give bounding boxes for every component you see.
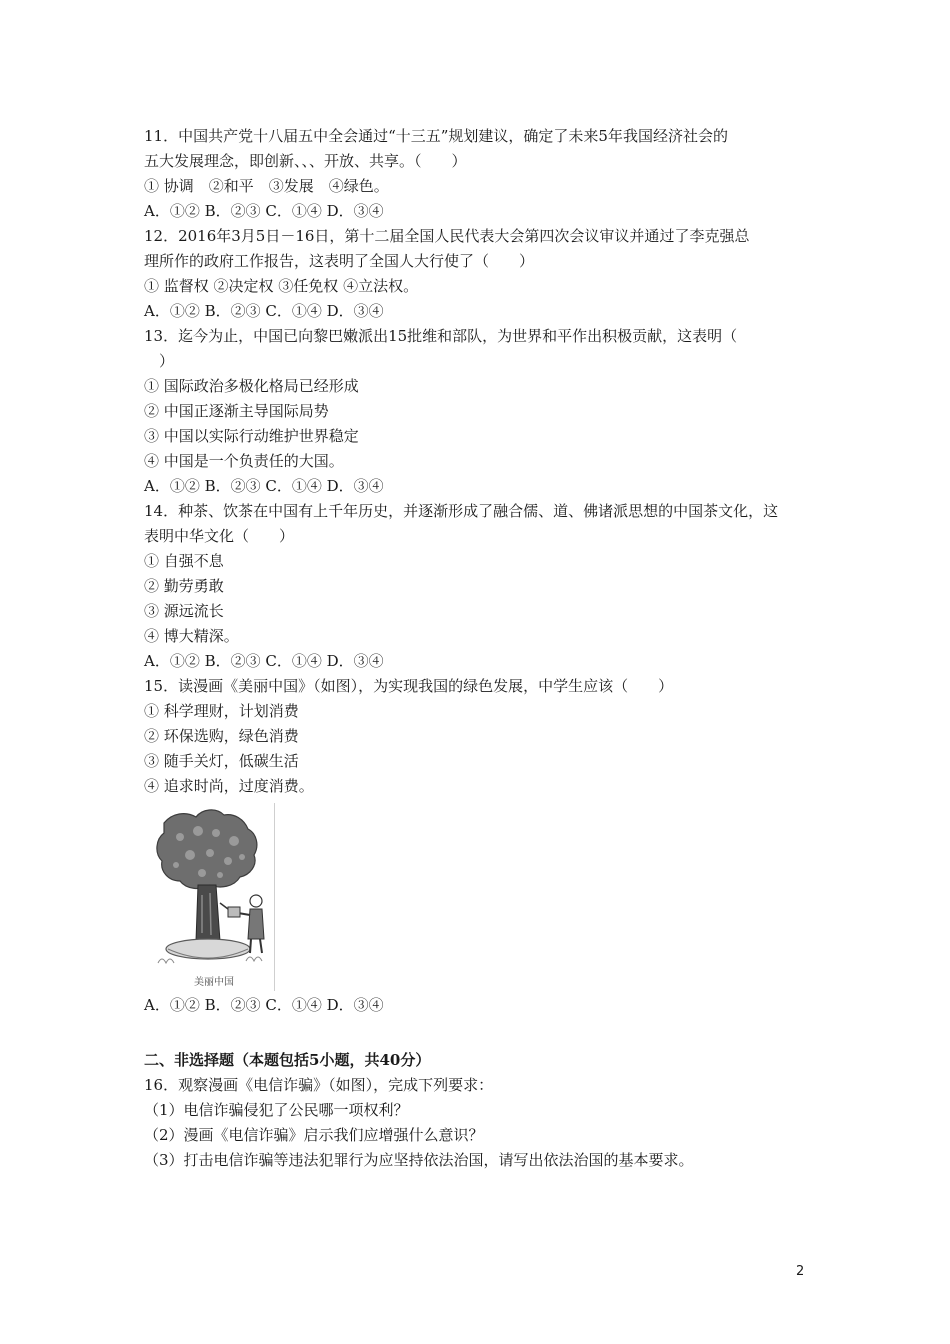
question-option: ① 科学理财，计划消费 bbox=[144, 702, 299, 720]
question-option: ④ 追求时尚，过度消费。 bbox=[144, 777, 314, 795]
answer-choices: A．①② B．②③ C．①④ D．③④ bbox=[144, 652, 384, 670]
question-stem: 15．读漫画《美丽中国》（如图），为实现我国的绿色发展，中学生应该（ ） bbox=[144, 677, 674, 695]
question-stem: 表明中华文化（ ） bbox=[144, 527, 295, 545]
cartoon-illustration-icon bbox=[150, 803, 274, 991]
question-stem: 16．观察漫画《电信诈骗》（如图），完成下列要求： bbox=[144, 1076, 494, 1094]
question-stem: ） bbox=[144, 352, 175, 370]
question-stem: 12．2016年3月5日－16日，第十二届全国人民代表大会第四次会议审议并通过了李克强总 bbox=[144, 227, 750, 245]
answer-choices: A．①② B．②③ C．①④ D．③④ bbox=[144, 477, 384, 495]
question-14 bbox=[144, 499, 814, 674]
question-option: ① 协调 ②和平 ③发展 ④绿色。 bbox=[144, 177, 389, 195]
question-option: ④ 中国是一个负责任的大国。 bbox=[144, 452, 344, 470]
question-option: ① 自强不息 bbox=[144, 552, 224, 570]
sub-question: （2）漫画《电信诈骗》启示我们应增强什么意识？ bbox=[144, 1126, 484, 1144]
question-13 bbox=[144, 324, 814, 499]
question-option: ① 监督权 ②决定权 ③任免权 ④立法权。 bbox=[144, 277, 419, 295]
question-stem: 14．种茶、饮茶在中国有上千年历史，并逐渐形成了融合儒、道、佛诸派思想的中国茶文化，这 bbox=[144, 502, 779, 520]
question-11 bbox=[144, 124, 814, 224]
question-option: ③ 随手关灯，低碳生活 bbox=[144, 752, 299, 770]
section-title: 二、非选择题（本题包括5小题，共40分） bbox=[144, 1051, 431, 1069]
question-option: ① 国际政治多极化格局已经形成 bbox=[144, 377, 359, 395]
answer-choices: A．①② B．②③ C．①④ D．③④ bbox=[144, 996, 384, 1014]
figure-caption: 美丽中国 bbox=[194, 977, 234, 988]
section-non-choice bbox=[144, 1048, 814, 1173]
page-content bbox=[144, 124, 814, 1173]
page-number: 2 bbox=[796, 1264, 805, 1279]
answer-choices: A．①② B．②③ C．①④ D．③④ bbox=[144, 302, 384, 320]
question-stem: 13．迄今为止，中国已向黎巴嫩派出15批维和部队，为世界和平作出积极贡献，这表明（ bbox=[144, 327, 738, 345]
sub-question: （1）电信诈骗侵犯了公民哪一项权利？ bbox=[144, 1101, 409, 1119]
question-stem: 11．中国共产党十八届五中全会通过“十三五”规划建议，确定了未来5年我国经济社会的 bbox=[144, 127, 728, 145]
question-stem: 五大发展理念，即创新、、、开放、共享。（ ） bbox=[144, 152, 467, 170]
question-option: ④ 博大精深。 bbox=[144, 627, 239, 645]
question-option: ② 中国正逐渐主导国际局势 bbox=[144, 402, 329, 420]
question-15 bbox=[144, 674, 814, 1018]
question-option: ③ 中国以实际行动维护世界稳定 bbox=[144, 427, 359, 445]
beautiful-china-cartoon bbox=[150, 803, 275, 991]
question-stem: 理所作的政府工作报告，这表明了全国人大行使了（ ） bbox=[144, 252, 535, 270]
sub-question: （3）打击电信诈骗等违法犯罪行为应坚持依法治国，请写出依法治国的基本要求。 bbox=[144, 1151, 694, 1169]
question-option: ② 环保选购，绿色消费 bbox=[144, 727, 299, 745]
question-option: ③ 源远流长 bbox=[144, 602, 224, 620]
question-option: ② 勤劳勇敢 bbox=[144, 577, 224, 595]
answer-choices: A．①② B．②③ C．①④ D．③④ bbox=[144, 202, 384, 220]
question-12 bbox=[144, 224, 814, 324]
